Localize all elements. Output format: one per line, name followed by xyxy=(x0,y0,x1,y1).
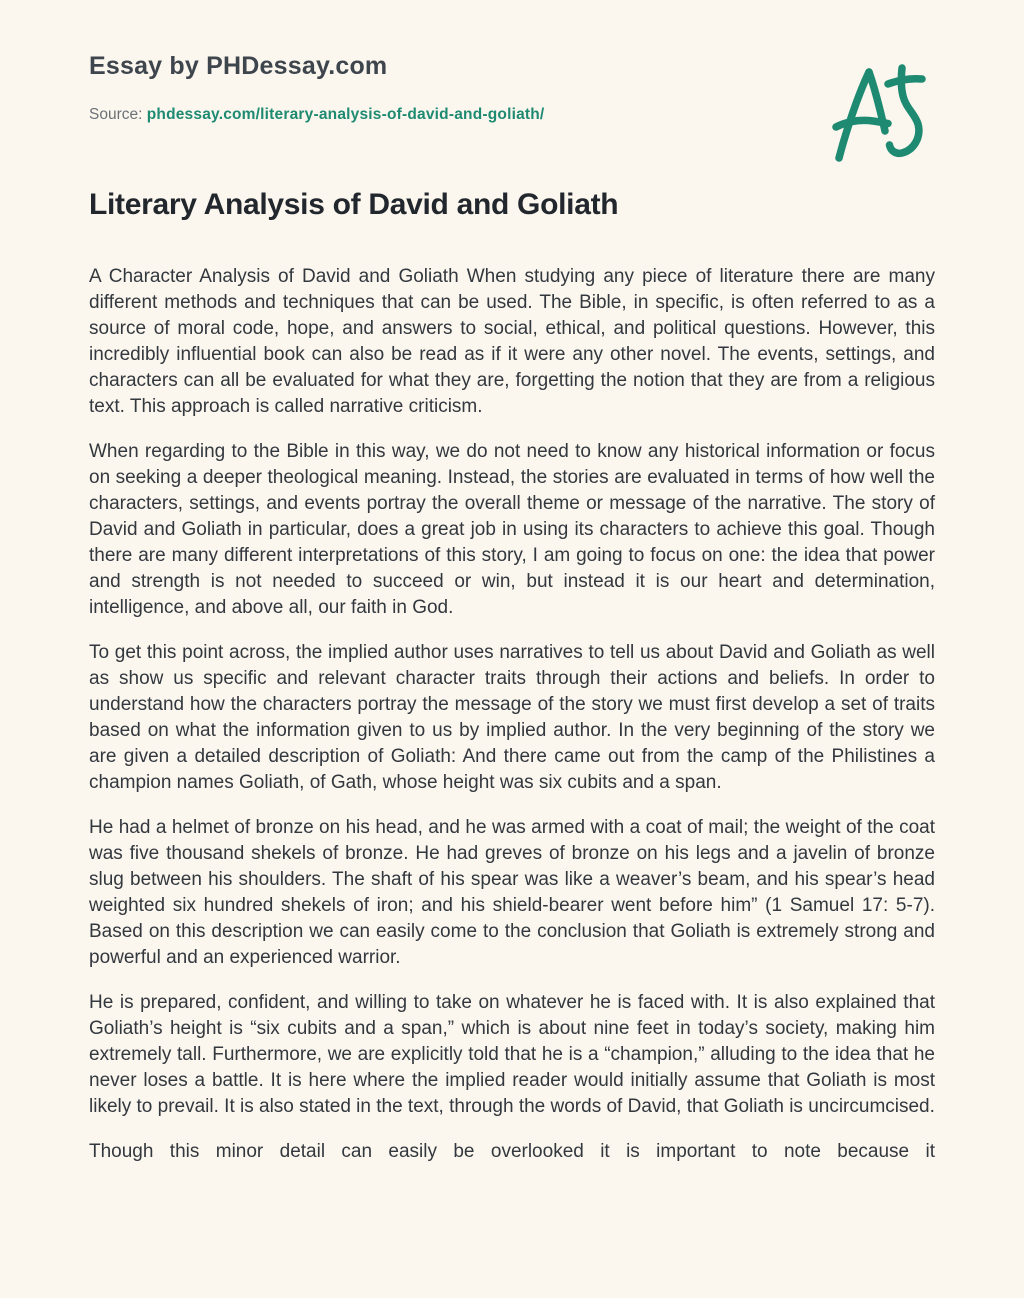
aplus-logo-icon xyxy=(830,56,930,168)
essay-paragraph: He is prepared, confident, and willing to take on whatever he is faced with. It is also explained that Goliath’s height is “six cubits and a span,” which is about nine feet in today’s society, making him extremely tall. Furthermore, we are explicitly told that he is a “champion,” alluding to the idea that he never loses a battle. It is here where the implied reader would initially assume that Goliath is most likely to prevail. It is also stated in the text, through the words of David, that Goliath is uncircumcised. xyxy=(89,992,935,1117)
essay-paragraph-clipped: Though this minor detail can easily be overlooked it is important to note because it xyxy=(89,1141,935,1162)
essay-title: Literary Analysis of David and Goliath xyxy=(89,188,619,221)
essay-paragraph: He had a helmet of bronze on his head, and he was armed with a coat of mail; the weight of the coat was five thousand shekels of bronze. He had greves of bronze on his legs and a javelin of bronze slug between his shoulders. The shaft of his spear was like a weaver’s beam, and his spear’s head weighted six hundred shekels of iron; and his shield-bearer went before him” (1 Samuel 17: 5-7). Based on this description we can easily come to the conclusion that Goliath is extremely strong and powerful and an experienced warrior. xyxy=(89,817,935,968)
source-label: Source: xyxy=(89,106,143,123)
essay-paragraph: When regarding to the Bible in this way, we do not need to know any historical information or focus on seeking a deeper theological meaning. Instead, the stories are evaluated in terms of how well the characters, settings, and events portray the overall theme or message of the narrative. The story of David and Goliath in particular, does a great job in using its characters to achieve this goal. Though there are many different interpretations of this story, I am going to focus on one: the idea that power and strength is not needed to succeed or win, but instead it is our heart and determination, intelligence, and above all, our faith in God. xyxy=(89,441,935,618)
essay-paragraph: A Character Analysis of David and Goliath When studying any piece of literature there are many different methods and techniques that can be used. The Bible, in specific, is often referred to as a source of moral code, hope, and answers to social, ethical, and political questions. However, this incredibly influential book can also be read as if it were any other novel. The events, settings, and characters can all be evaluated for what they are, forgetting the notion that they are from a religious text. This approach is called narrative criticism. xyxy=(89,266,935,417)
source-link[interactable]: phdessay.com/literary-analysis-of-david-and-goliath/ xyxy=(146,106,545,123)
source-row xyxy=(89,106,935,124)
essay-paragraph: To get this point across, the implied author uses narratives to tell us about David and Goliath as well as show us specific and relevant character traits through their actions and beliefs. In order to understand how the characters portray the message of the story we must first develop a set of traits based on what the information given to us by implied author. In the very beginning of the story we are given a detailed description of Goliath: And there came out from the camp of the Philistines a champion names Goliath, of Gath, whose height was six cubits and a span. xyxy=(89,642,935,793)
essay-body xyxy=(89,264,935,1165)
header-title: Essay by PHDessay.com xyxy=(89,52,388,80)
aplus-logo xyxy=(830,56,930,168)
